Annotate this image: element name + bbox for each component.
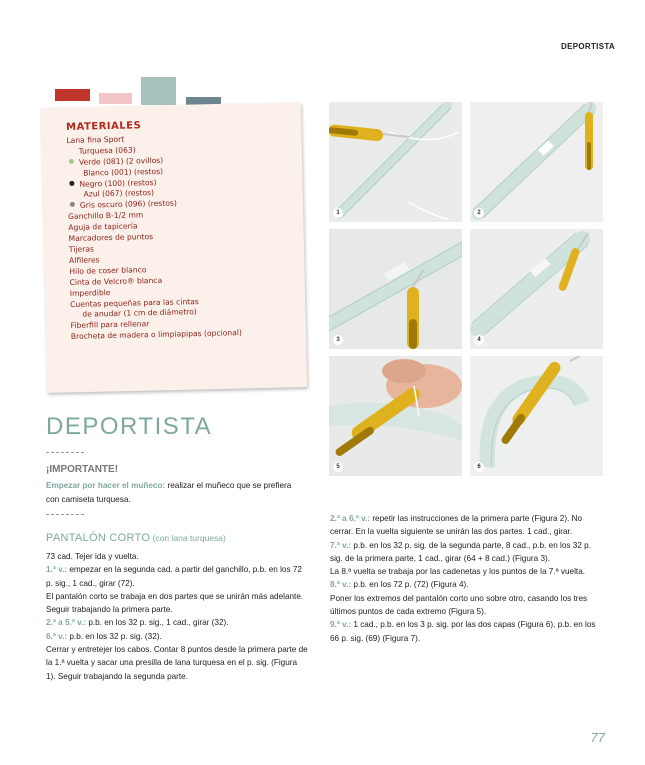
materials-item-text: Brocheta de madera o limpiapipas (opcional): [70, 328, 243, 342]
materials-item-text: Tijeras: [68, 244, 94, 254]
dashed-divider: [46, 514, 84, 515]
materials-item-text: Ganchillo B-1/2 mm: [68, 210, 144, 222]
color-swatch-sage: [141, 77, 176, 105]
section-title: [46, 532, 226, 544]
important-lead: Empezar por hacer el muñeco:: [46, 481, 166, 490]
round-label: 2.ª a 5.ª v.:: [46, 618, 87, 628]
instruction-text: p.b. en los 72 p. (72) (Figura 4).: [351, 580, 469, 590]
instruction-text: p.b. en los 32 p. sig. de la segunda parte, 8 cad., p.b. en los 32 p. sig. de la primera parte, 1 cad., girar (64 + 8 cad.) (Figura 3).: [330, 540, 591, 563]
instruction-text: p.b. en los 32 p. sig. (32).: [67, 631, 162, 641]
materials-item-text: Cuentas pequeñas para las cintas: [70, 296, 199, 309]
materials-item-text: Turquesa (063): [78, 145, 136, 156]
page-number: 77: [590, 730, 605, 745]
materials-item-text: Gris oscuro (096) (restos): [79, 198, 177, 211]
materials-title: MATERIALES: [65, 120, 142, 133]
figure-number: 3: [333, 335, 343, 345]
figure-number: 1: [333, 208, 343, 218]
instruction-text: repetir las instrucciones de la primera parte (Figura 2). No cerrar. En la vuelta siguiente se unirán las dos partes. 1 cad., girar.: [330, 514, 583, 537]
instruction-paragraph: [330, 565, 602, 578]
materials-item-text: Marcadores de puntos: [68, 232, 154, 244]
instruction-paragraph: [330, 512, 602, 539]
section-title-text: PANTALÓN CORTO: [46, 532, 151, 544]
important-note: [46, 479, 306, 507]
instruction-paragraph: [46, 616, 308, 629]
materials-item-text: Negro (100) (restos): [79, 177, 157, 189]
instruction-paragraph: [46, 563, 308, 590]
instruction-paragraph: [330, 539, 602, 566]
instruction-paragraph: [46, 590, 308, 617]
dashed-divider: [46, 452, 84, 453]
instruction-text: 1 cad., p.b. en los 3 p. sig. por las dos capas (Figura 6), p.b. en los 66 p. sig. (69) (Figura 7).: [330, 620, 596, 643]
materials-list: [66, 118, 301, 343]
figure-photo-3: [329, 229, 462, 349]
important-text: realizar el muñeco que se prefiera con camiseta turquesa.: [46, 481, 292, 504]
instruction-text: p.b. en los 32 p. sig., 1 cad., girar (32).: [86, 618, 229, 628]
round-label: 7.ª v.:: [330, 540, 352, 550]
color-swatch-red: [55, 89, 90, 101]
materials-item-text: Imperdible: [69, 287, 111, 298]
round-label: 8.ª v.:: [330, 580, 352, 590]
round-label: 6.ª v.:: [46, 631, 68, 641]
page-title: DEPORTISTA: [46, 413, 213, 440]
round-label: 9.ª v.:: [330, 620, 352, 630]
instruction-paragraph: [330, 592, 602, 619]
yarn-color-dot-icon: [70, 202, 75, 207]
instruction-paragraph: [46, 550, 308, 563]
materials-item-text: Cinta de Velcro® blanca: [69, 275, 163, 287]
materials-item-text: Aguja de tapicería: [68, 221, 138, 233]
materials-item-text: Verde (081) (2 ovillos): [78, 155, 164, 167]
materials-item-text: Fiberfill para rellenar: [70, 319, 150, 331]
figure-photo-4: [470, 229, 603, 349]
running-head: DEPORTISTA: [561, 42, 615, 51]
instruction-paragraph: [330, 578, 602, 591]
materials-item-text: Alfileres: [69, 255, 100, 265]
instruction-text: El pantalón corto se trabaja en dos partes que se unirán más adelante. Seguir trabajando la primera parte.: [46, 591, 304, 615]
yarn-color-dot-icon: [69, 159, 74, 164]
instruction-paragraph: [330, 618, 602, 645]
instruction-text: La 8.ª vuelta se trabaja por las cadenetas y los puntos de la 7.ª vuelta.: [330, 567, 586, 577]
materials-item-text: de anudar (1 cm de diámetro): [82, 307, 197, 320]
figure-photo-5: [329, 356, 462, 476]
figure-photo-2: [470, 102, 603, 222]
instruction-paragraph: [46, 630, 308, 643]
color-swatch-pink: [99, 93, 132, 104]
instructions-right-column: [330, 512, 602, 645]
round-label: 2.ª a 6.ª v.:: [330, 514, 371, 523]
materials-item-text: Hilo de coser blanco: [69, 264, 147, 276]
instruction-text: empezar en la segunda cad. a partir del ganchillo, p.b. en los 72 p. sig., 1 cad., girar (72).: [46, 565, 302, 588]
round-label: 1.ª v.:: [46, 565, 68, 575]
yarn-color-dot-icon: [69, 180, 74, 185]
important-heading: ¡IMPORTANTE!: [46, 464, 119, 475]
materials-item-text: Azul (067) (restos): [83, 188, 155, 200]
section-subtitle: (con lana turquesa): [150, 533, 226, 543]
figure-number: 5: [333, 462, 343, 472]
instruction-text: Cerrar y entretejer los cabos. Contar 8 puntos desde la primera parte de la 1.ª vuelta y sacar una presilla de lana turquesa en el p. sig. (Figura 1). Seguir trabajando la segunda parte.: [46, 645, 308, 681]
instruction-text: Poner los extremos del pantalón corto uno sobre otro, casando los tres últimos puntos de cada extremo (Figura 5).: [330, 593, 588, 617]
materials-item-text: Blanco (001) (restos): [83, 166, 164, 178]
figure-photo-1: [329, 102, 462, 222]
figure-number: 2: [474, 208, 484, 218]
instruction-paragraph: [46, 643, 308, 683]
figure-photo-6: [470, 356, 603, 476]
instructions-left-column: [46, 550, 308, 683]
instruction-text: 73 cad. Tejer ida y vuelta.: [46, 552, 139, 561]
figure-number: 6: [474, 462, 484, 472]
figure-number: 4: [474, 335, 484, 345]
materials-item-text: Lana fina Sport: [66, 134, 125, 145]
